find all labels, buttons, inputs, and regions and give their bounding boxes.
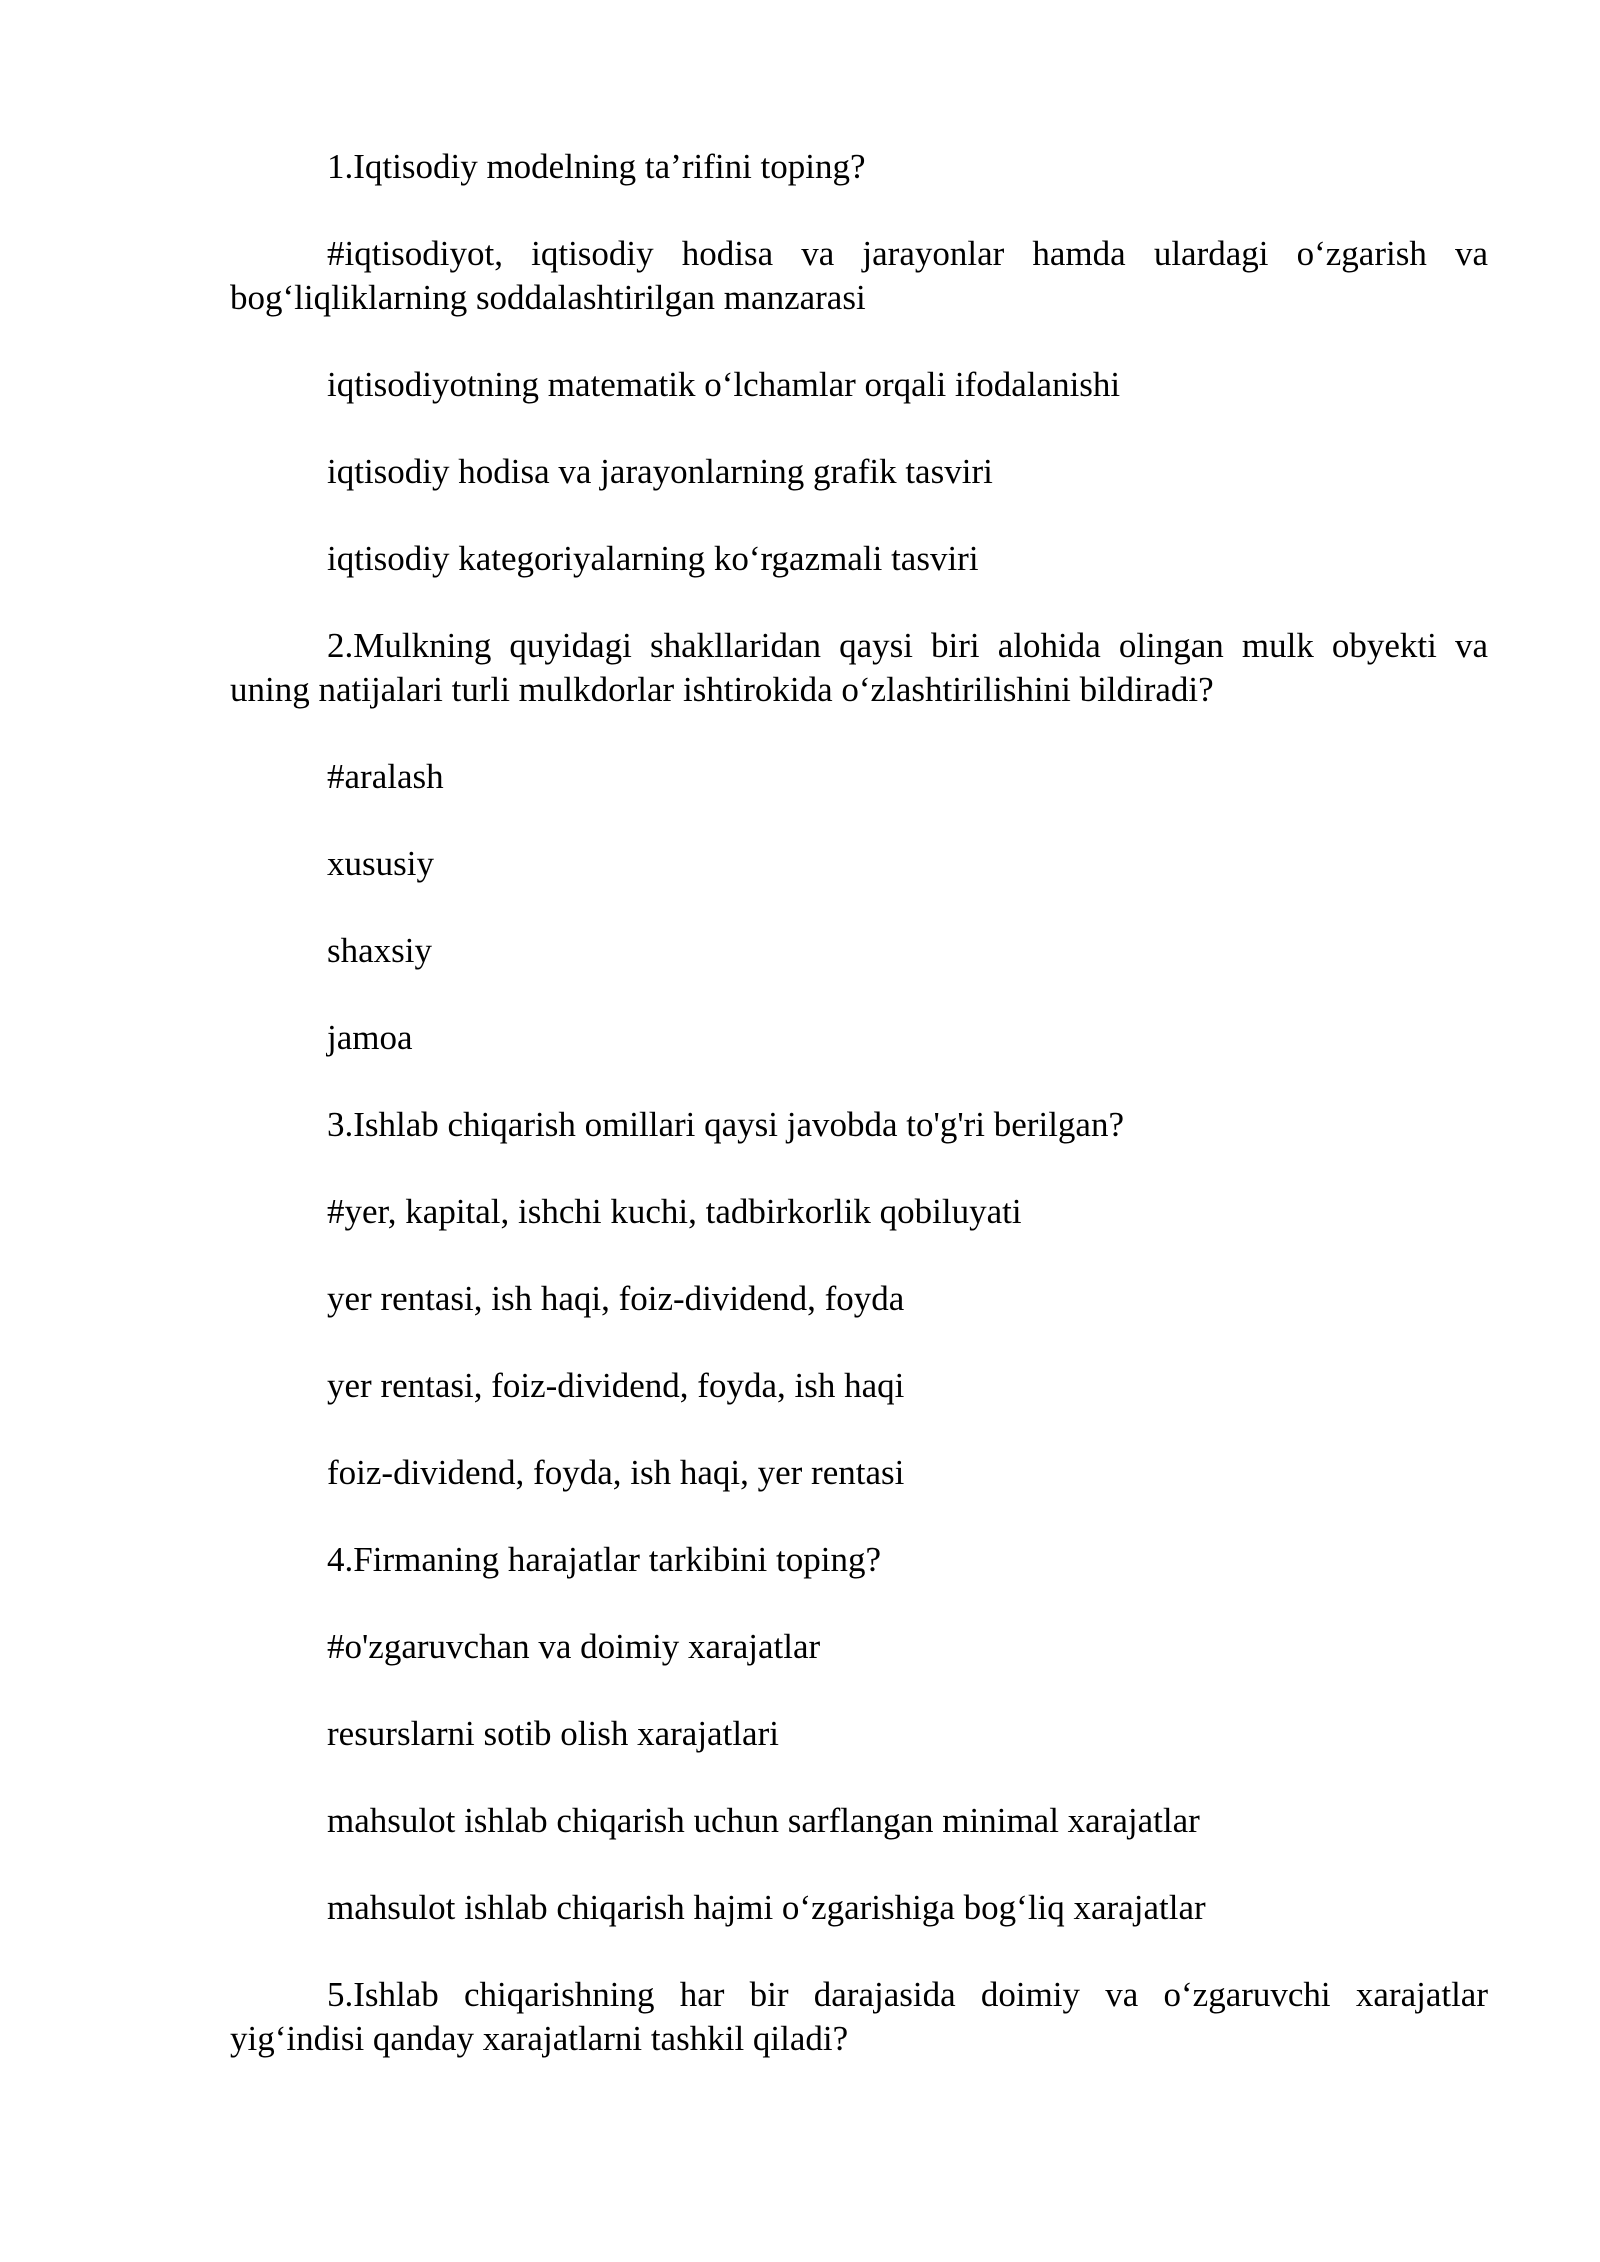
question-2-option-3: shaxsiy (327, 931, 432, 970)
document-body (230, 145, 1488, 2104)
question-3-option-2: yer rentasi, ish haqi, foiz-dividend, foyda (327, 1279, 905, 1318)
question-2-text: 2.Mulkning quyidagi shakllaridan qaysi biri alohida olingan mulk obyekti va uning natijalari turli mulkdorlar ishtirokida o‘zlashtirilishini bildiradi? (230, 626, 1488, 709)
question-4-option-4: mahsulot ishlab chiqarish hajmi o‘zgarishiga bog‘liq xarajatlar (327, 1888, 1206, 1927)
question-3-option-1: #yer, kapital, ishchi kuchi, tadbirkorlik qobiluyati (327, 1192, 1022, 1231)
question-1-text: 1.Iqtisodiy modelning ta’rifini toping? (327, 147, 866, 186)
question-2-option-1: #aralash (327, 757, 444, 796)
question-1-option-3: iqtisodiy hodisa va jarayonlarning grafik tasviri (327, 452, 993, 491)
question-4-option-3: mahsulot ishlab chiqarish uchun sarflangan minimal xarajatlar (327, 1801, 1200, 1840)
question-3-option-3: yer rentasi, foiz-dividend, foyda, ish haqi (327, 1366, 905, 1405)
question-5-text: 5.Ishlab chiqarishning har bir darajasida doimiy va o‘zgaruvchi xarajatlar yig‘indisi qanday xarajatlarni tashkil qiladi? (230, 1975, 1488, 2058)
question-1-option-2: iqtisodiyotning matematik o‘lchamlar orqali ifodalanishi (327, 365, 1121, 404)
question-1-option-4: iqtisodiy kategoriyalarning ko‘rgazmali tasviri (327, 539, 979, 578)
question-4-text: 4.Firmaning harajatlar tarkibini toping? (327, 1540, 882, 1579)
question-2-option-2: xususiy (327, 844, 434, 883)
question-3-option-4: foiz-dividend, foyda, ish haqi, yer rentasi (327, 1453, 905, 1492)
question-4-option-1: #o'zgaruvchan va doimiy xarajatlar (327, 1627, 821, 1666)
question-4-option-2: resurslarni sotib olish xarajatlari (327, 1714, 779, 1753)
question-2-option-4: jamoa (327, 1018, 413, 1057)
question-1-option-1: #iqtisodiyot, iqtisodiy hodisa va jarayonlar hamda ulardagi o‘zgarish va bog‘liqliklarning soddalashtirilgan manzarasi (230, 234, 1488, 317)
question-3-text: 3.Ishlab chiqarish omillari qaysi javobda to'g'ri berilgan? (327, 1105, 1124, 1144)
